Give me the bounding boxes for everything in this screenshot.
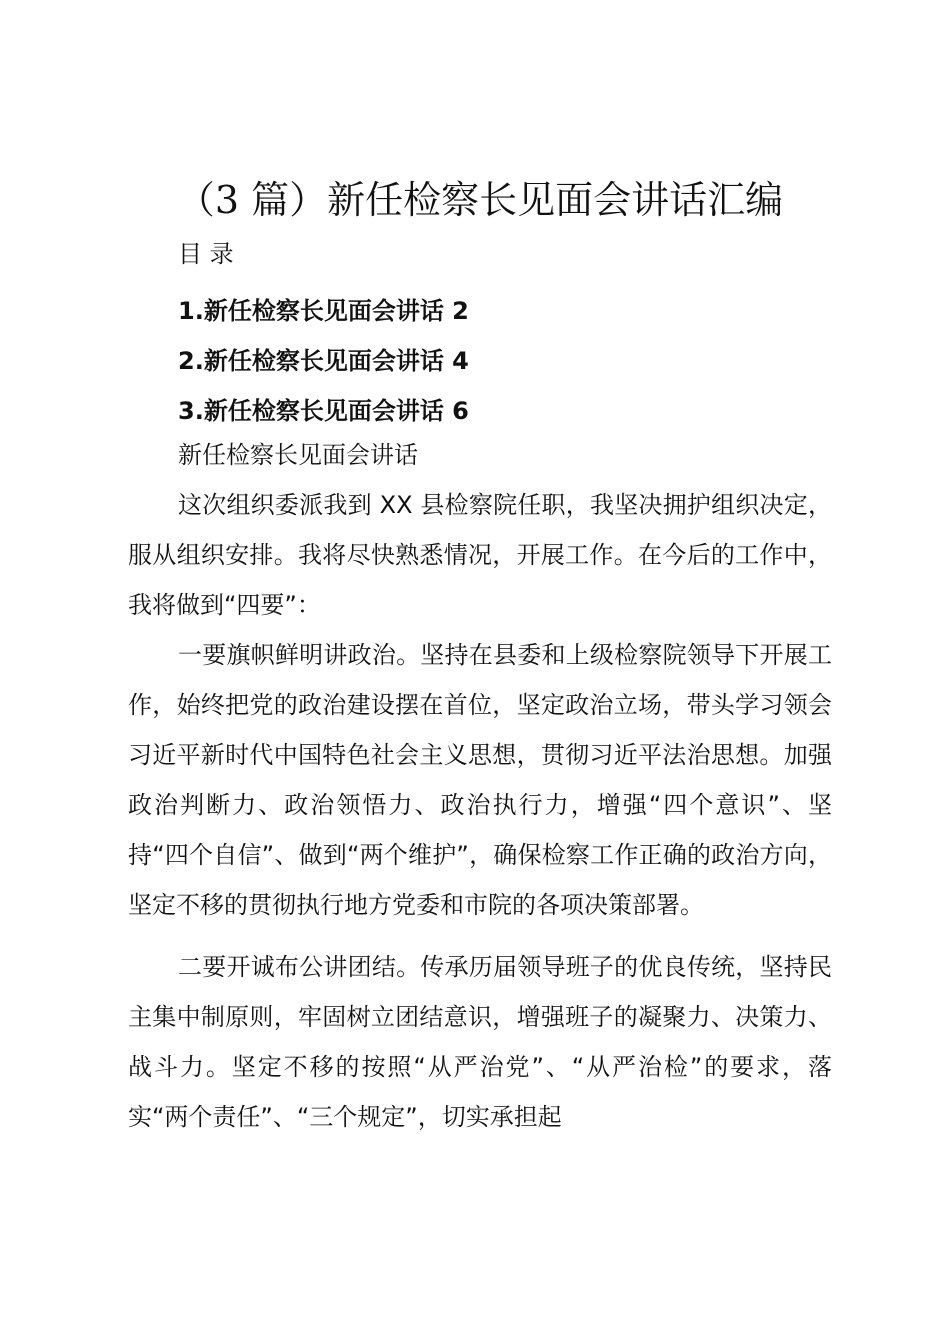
paragraph-politics: 一要旗帜鲜明讲政治。坚持在县委和上级检察院领导下开展工作，始终把党的政治建设摆在首位，坚定政治立场，带头学习领会习近平新时代中国特色社会主义思想，贯彻习近平法治思想。加强政治判断力、政治领悟力、政治执行力，增强“四个意识”、坚持“四个自信”、做到“两个维护”，确保检察工作正确的政治方向，坚定不移的贯彻执行地方党委和市院的各项决策部署。 [128, 641, 832, 919]
toc-item-2[interactable]: 2.新任检察长见面会讲话 4 [178, 347, 469, 375]
toc-item-3[interactable]: 3.新任检察长见面会讲话 6 [178, 397, 469, 425]
toc-heading: 目 录 [178, 240, 234, 268]
paragraph-unity: 二要开诚布公讲团结。传承历届领导班子的优良传统，坚持民主集中制原则，牢固树立团结意识，增强班子的凝聚力、决策力、战斗力。坚定不移的按照“从严治党”、“从严治检”的要求，落实“两个责任”、“三个规定”，切实承担起 [128, 953, 832, 1131]
document-title: （3 篇）新任检察长见面会讲话汇编 [176, 178, 784, 222]
article-title: 新任检察长见面会讲话 [178, 441, 418, 469]
paragraph-intro: 这次组织委派我到 XX 县检察院任职，我坚决拥护组织决定，服从组织安排。我将尽快熟悉情况，开展工作。在今后的工作中，我将做到“四要”： [128, 491, 832, 619]
toc-item-1[interactable]: 1.新任检察长见面会讲话 2 [178, 297, 469, 325]
table-of-contents [178, 286, 469, 436]
article-body [128, 430, 832, 1142]
